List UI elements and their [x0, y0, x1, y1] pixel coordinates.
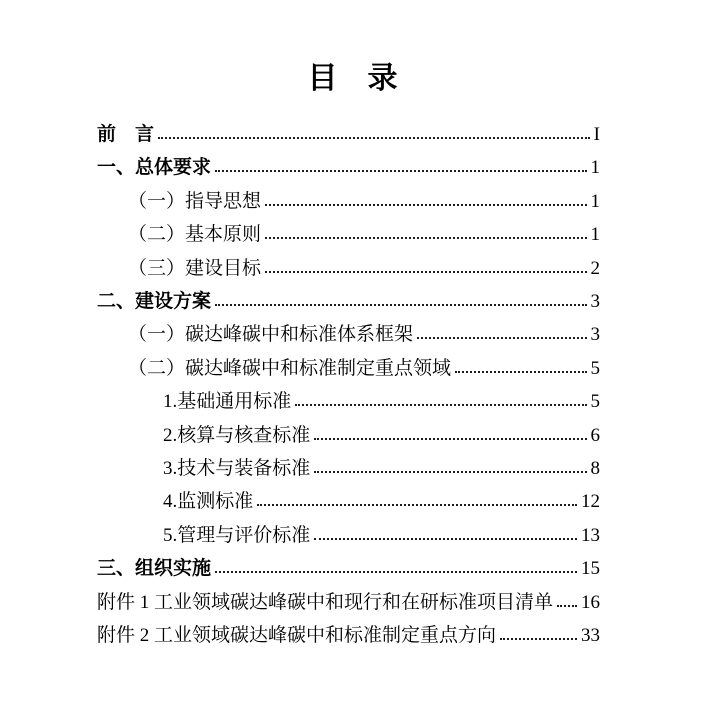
dot-leader [265, 237, 586, 239]
dot-leader [314, 471, 586, 473]
toc-entry-page: 15 [581, 558, 600, 580]
toc-entry[interactable] [97, 118, 600, 151]
toc-entry-label: 附件 2 工业领域碳达峰碳中和标准制定重点方向 [97, 625, 497, 647]
toc-entry[interactable] [97, 519, 600, 552]
dot-leader [215, 304, 586, 306]
toc-entry-page: 1 [590, 157, 600, 179]
toc-entry[interactable] [97, 385, 600, 418]
toc-entry-page: 6 [590, 424, 600, 446]
dot-leader [500, 638, 577, 640]
toc-entry[interactable] [97, 485, 600, 518]
toc-entry[interactable] [97, 151, 600, 184]
toc-entry[interactable] [97, 552, 600, 585]
toc-entry-label: 附件 1 工业领域碳达峰碳中和现行和在研标准项目清单 [97, 591, 554, 613]
toc-entry-page: 16 [581, 591, 600, 613]
toc-entry-label: （三）建设目标 [128, 257, 262, 279]
toc-entry-label: 5.管理与评价标准 [163, 524, 311, 546]
toc-entry[interactable] [97, 619, 600, 652]
toc-entry[interactable] [97, 185, 600, 218]
toc-entry[interactable] [97, 352, 600, 385]
toc-entry-label: 3.技术与装备标准 [163, 458, 311, 480]
toc-entry-page: 13 [581, 524, 600, 546]
toc-entry[interactable] [97, 285, 600, 318]
toc-entry-page: 3 [590, 291, 600, 313]
toc-entry[interactable] [97, 586, 600, 619]
toc-entry-page: 33 [581, 625, 600, 647]
toc-entry[interactable] [97, 218, 600, 251]
dot-leader [265, 271, 586, 273]
toc-entry-page: 1 [590, 190, 600, 212]
dot-leader [158, 137, 590, 139]
dot-leader [265, 204, 586, 206]
toc-entry-page: 5 [590, 357, 600, 379]
dot-leader [295, 404, 586, 406]
dot-leader [314, 438, 586, 440]
toc-entry-label: （二）碳达峰碳中和标准制定重点领域 [128, 357, 452, 379]
toc-entry[interactable] [97, 452, 600, 485]
toc-entry-label: （一）指导思想 [128, 190, 262, 212]
toc-entry-label: 2.核算与核查标准 [163, 424, 311, 446]
toc-entry-page: 12 [581, 491, 600, 513]
toc-entry-label: 4.监测标准 [163, 491, 254, 513]
toc-entry-page: 1 [590, 224, 600, 246]
toc-entry-page: 2 [590, 257, 600, 279]
toc-entry[interactable] [97, 419, 600, 452]
toc-entry-label: 二、建设方案 [97, 291, 212, 313]
toc-entry[interactable] [97, 252, 600, 285]
toc-entry-label: （一）碳达峰碳中和标准体系框架 [128, 324, 414, 346]
dot-leader [455, 371, 586, 373]
toc-entry-label: 三、组织实施 [97, 558, 212, 580]
toc-entry-page: 3 [590, 324, 600, 346]
toc-entry-page: I [593, 124, 600, 145]
toc-entry-label: 前 言 [97, 124, 155, 145]
toc-entry-page: 5 [590, 391, 600, 413]
dot-leader [215, 170, 586, 172]
toc-entry-label: 1.基础通用标准 [163, 391, 292, 413]
toc-entry-label: （二）基本原则 [128, 224, 262, 246]
dot-leader [314, 538, 577, 540]
toc-list [0, 118, 705, 653]
page-title: 目 录 [307, 62, 398, 95]
toc-entry-page: 8 [590, 458, 600, 480]
dot-leader [417, 337, 586, 339]
dot-leader [557, 605, 577, 607]
dot-leader [257, 504, 577, 506]
toc-entry[interactable] [97, 318, 600, 351]
toc-entry-label: 一、总体要求 [97, 157, 212, 179]
dot-leader [215, 571, 577, 573]
